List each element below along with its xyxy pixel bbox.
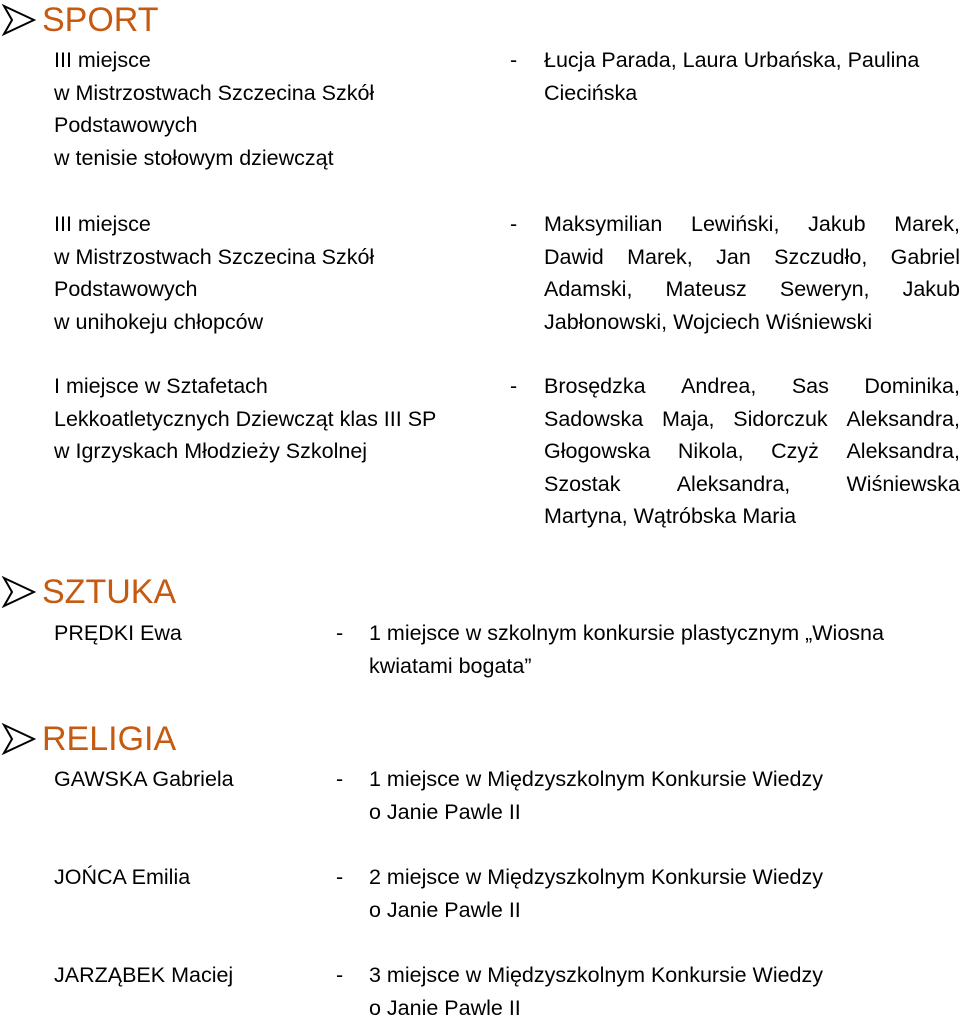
word: Jan	[716, 241, 751, 274]
sztuka-entry-1-text: 1 miejsce w szkolnym konkursie plastycznym „Wiosna kwiatami bogata”	[369, 617, 884, 682]
list-dash: -	[336, 959, 343, 992]
arrow-bullet-icon	[0, 576, 36, 608]
religia-entry-3-name: JARZĄBEK Maciej	[54, 959, 233, 992]
list-dash: -	[336, 861, 343, 894]
religia-entry-2-name: JOŃCA Emilia	[54, 861, 190, 894]
list-dash: -	[510, 370, 517, 403]
word: Dawid	[544, 241, 604, 274]
section-title: SZTUKA	[42, 573, 176, 612]
word: Szczudło,	[774, 241, 867, 274]
list-dash: -	[336, 763, 343, 796]
word: Wiśniewska	[847, 468, 960, 501]
word: Andrea,	[681, 370, 756, 403]
list-dash: -	[510, 44, 517, 77]
section-heading-sztuka	[0, 572, 176, 612]
section-title: SPORT	[42, 1, 159, 40]
word: Jakub	[808, 208, 865, 241]
sport-entry-2-participants: Maksymilian Lewiński, Jakub Marek, Dawid Marek, Jan Szczudło, Gabriel Adamski, Mateusz Seweryn, Jakub Jabłonowski, Wojciech Wiśniewski	[544, 208, 960, 338]
religia-entry-2-text: 2 miejsce w Międzyszkolnym Konkursie Wiedzy o Janie Pawle II	[369, 861, 823, 926]
word: Brosędzka	[544, 370, 646, 403]
section-heading-sport	[0, 0, 159, 40]
word: Seweryn,	[780, 273, 870, 306]
word: Maja,	[662, 403, 715, 436]
sport-entry-3-achievement: I miejsce w Sztafetach Lekkoatletycznych Dziewcząt klas III SP w Igrzyskach Młodzieży Szkolnej	[54, 370, 436, 468]
word: Sadowska	[544, 403, 643, 436]
word: Aleksandra,	[677, 468, 791, 501]
word: Głogowska	[544, 435, 650, 468]
word: Gabriel	[891, 241, 960, 274]
list-dash: -	[336, 617, 343, 650]
word: Maksymilian	[544, 208, 662, 241]
section-heading-religia	[0, 719, 176, 759]
religia-entry-1-text: 1 miejsce w Międzyszkolnym Konkursie Wiedzy o Janie Pawle II	[369, 763, 823, 828]
sport-entry-2-achievement: III miejsce w Mistrzostwach Szczecina Szkół Podstawowych w unihokeju chłopców	[54, 208, 374, 338]
arrow-bullet-icon	[0, 4, 36, 36]
word: Aleksandra,	[846, 435, 960, 468]
arrow-bullet-icon	[0, 723, 36, 755]
word: Lewiński,	[691, 208, 779, 241]
religia-entry-1-name: GAWSKA Gabriela	[54, 763, 234, 796]
word: Marek,	[627, 241, 693, 274]
word: Nikola,	[678, 435, 744, 468]
sport-entry-1-achievement: III miejsce w Mistrzostwach Szczecina Szkół Podstawowych w tenisie stołowym dziewcząt	[54, 44, 374, 174]
sport-entry-1-participants: Łucja Parada, Laura Urbańska, Paulina Ciecińska	[544, 44, 960, 109]
word: Sidorczuk	[733, 403, 827, 436]
list-dash: -	[510, 208, 517, 241]
word: Czyż	[771, 435, 819, 468]
word: Aleksandra,	[846, 403, 960, 436]
word: Adamski,	[544, 273, 632, 306]
word: Mateusz	[666, 273, 747, 306]
sport-entry-3-participants: Brosędzka Andrea, Sas Dominika, Sadowska Maja, Sidorczuk Aleksandra, Głogowska Nikola, Czyż Aleksandra, Szostak Aleksandra, Wiśniewska Martyna, Wątróbska Maria	[544, 370, 960, 533]
word: Szostak	[544, 468, 620, 501]
word: Marek,	[894, 208, 960, 241]
word: Dominika,	[864, 370, 960, 403]
word: Sas	[792, 370, 829, 403]
religia-entry-3-text: 3 miejsce w Międzyszkolnym Konkursie Wiedzy o Janie Pawle II	[369, 959, 823, 1024]
section-title: RELIGIA	[42, 720, 176, 759]
sztuka-entry-1-name: PRĘDKI Ewa	[54, 617, 182, 650]
word: Jakub	[903, 273, 960, 306]
